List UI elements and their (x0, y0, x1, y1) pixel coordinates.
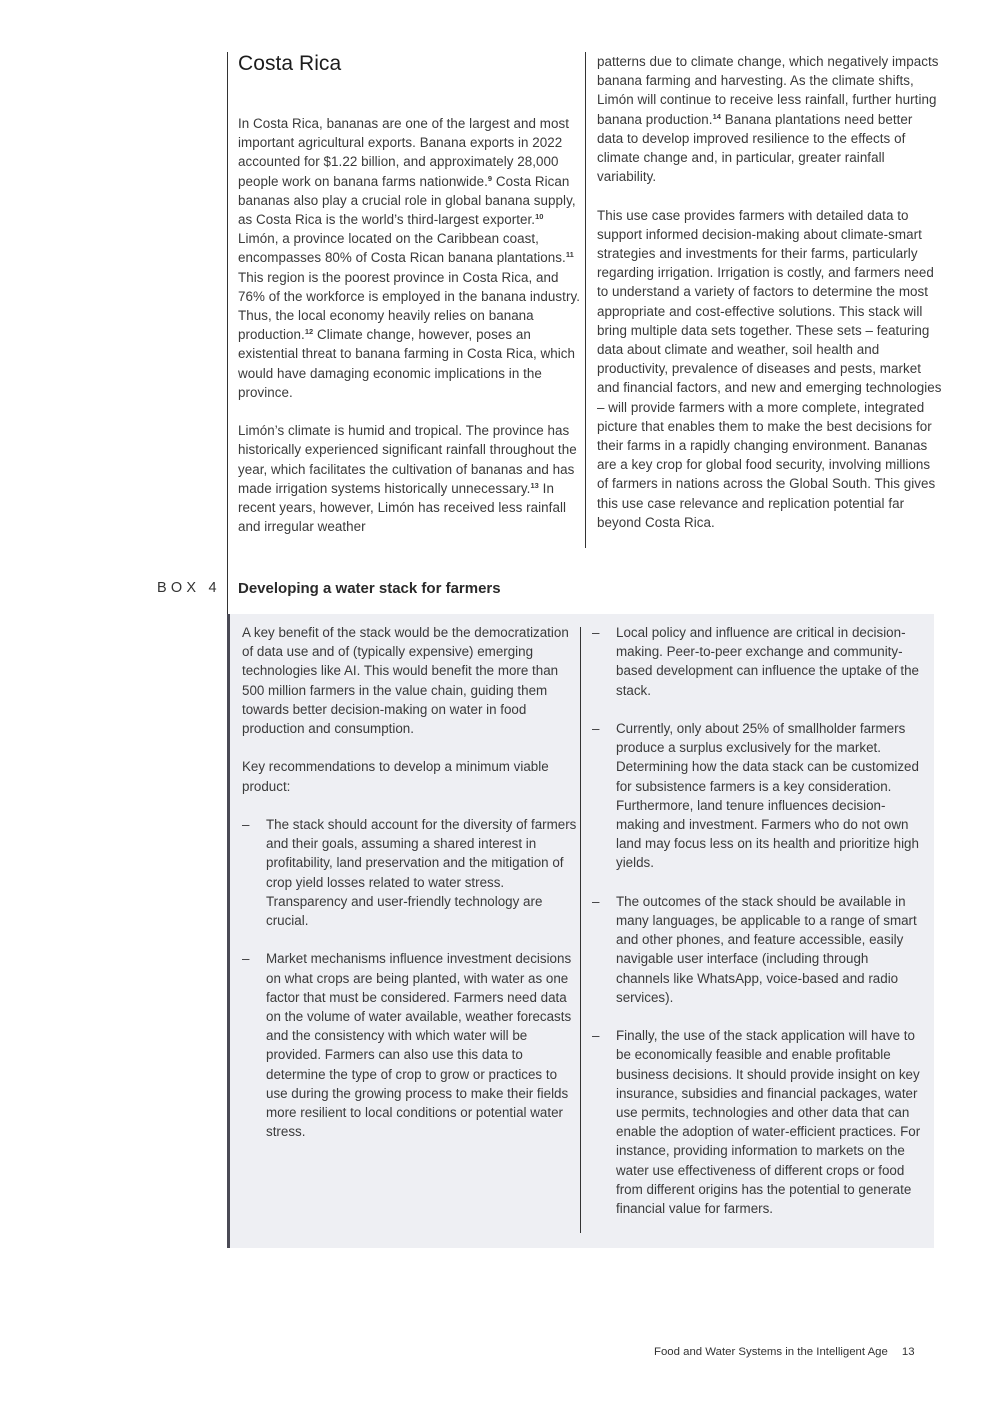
section-left-column (238, 52, 580, 556)
footnote-ref[interactable]: 10 (535, 212, 544, 222)
list-item: – The stack should account for the diversity of farmers and their goals, assuming a shared interest in profitability, land preservation and the mitigation of crop yield losses related to water stress. Transparency and user-friendly technology are crucial. (242, 817, 577, 929)
paragraph: Limón’s climate is humid and tropical. The province has historically experienced significant rainfall throughout the year, which facilitates the cultivation of bananas and has made irrigation systems historically unnecessary.$^{13}$ In recent years, however, Limón has received less rainfall and irregular weather (238, 423, 577, 535)
dash-bullet-icon: – (592, 625, 600, 640)
paragraph: This use case provides farmers with detailed data to support informed decision-making about climate-smart strategies and investments for their farms, particularly regarding irrigation. Irrigation is costly, and farmers need to understand a variety of factors to determine the most appropriate and cost-effective solutions. This stack will bring multiple data sets together. These sets – featuring data about climate and weather, soil health and productivity, prevalence of diseases and pests, market and financial factors, and new and emerging technologies – will provide farmers with a more complete, integrated picture that enables them to make the best decisions for their farms in a rapidly changing environment. Bananas are a key crop for global food security, involving millions of farmers in nations across the Global South. This gives this use case relevance and replication potential far beyond Costa Rica. (597, 207, 942, 530)
dash-bullet-icon: – (592, 893, 600, 909)
footnote-ref[interactable]: 12 (304, 327, 314, 337)
box-lead: Key recommendations to develop a minimum viable product: (242, 759, 549, 794)
list-item: – Currently, only about 25% of smallholder farmers produce a surplus exclusively for the market. Determining how the data stack can be customized for subsistence farmers is a key consideration. Furthermore, land tenure influences decision-making and investment. Farmers who do not own land may focus less on its health and prioritize high yields. (592, 721, 919, 871)
footer-title: Food and Water Systems in the Intelligent Age (654, 1346, 888, 1358)
footnote-ref[interactable]: 14 (712, 111, 722, 121)
box-label: BOX 4 (157, 580, 221, 596)
footnote-ref[interactable]: 11 (565, 250, 574, 260)
list-item: – The outcomes of the stack should be available in many languages, be applicable to a range of smart and other phones, and feature accessible, easily navigable user interface (including through channels like WhatsApp, voice-based and radio services). (592, 893, 917, 1005)
page-number: 13 (901, 1346, 915, 1358)
box-column-divider (580, 627, 581, 1233)
box-intro: A key benefit of the stack would be the democratization of data use and of (typically expensive) emerging technologies like AI. This would benefit the more than 500 million farmers in the value chain, guiding them towards better decision-making on water in food production and consumption. (242, 625, 569, 737)
section-right-column (597, 52, 942, 551)
column-divider-rule (585, 52, 586, 548)
left-column-rule (227, 52, 228, 614)
dash-bullet-icon: – (592, 1028, 600, 1044)
section-title: Costa Rica (238, 52, 342, 75)
list-item: – Market mechanisms influence investment decisions on what crops are being planted, with water as one factor that must be considered. Farmers need data on the volume of water available, weather forecasts and the consistency with which water will be provided. Farmers can also use this data to determine the type of crop to grow or practices to use during the growing process to make their fields more resilient to local conditions or potential water stress. (242, 951, 572, 1140)
box-right-column (592, 623, 922, 1237)
dash-bullet-icon: – (242, 951, 250, 967)
dash-bullet-icon: – (242, 817, 250, 832)
box-title: Developing a water stack for farmers (238, 580, 501, 597)
box-left-column (242, 623, 577, 1161)
list-item: – Local policy and influence are critical in decision-making. Peer-to-peer exchange and community-based development can influence the uptake of the stack. (592, 625, 919, 698)
page-footer (654, 1346, 915, 1358)
footnote-ref[interactable]: 9 (487, 173, 493, 183)
list-item: – Finally, the use of the stack application will have to be economically feasible and enable profitable business decisions. It should provide insight on key insurance, subsidies and financial packages, water use permits, technologies and other data that can enable the adoption of water-efficient practices. For instance, providing information to markets on the water use effectiveness of different crops or food from different origins has the potential to generate financial value for farmers. (592, 1028, 921, 1217)
paragraph: patterns due to climate change, which negatively impacts banana farming and harvesting. As the climate shifts, Limón will continue to receive less rainfall, further hurting banana production.$^{14}$ Banana plantations need better data to develop improved resilience to the effects of climate change and, in particular, greater rainfall variability. (597, 54, 939, 185)
paragraph: In Costa Rica, bananas are one of the largest and most important agricultural exports. Banana exports in 2022 accounted for $1.22 billion, and approximately 28,000 people work on banana farms nationwide.$^9$ Costa Rican bananas also play a crucial role in global banana supply, as Costa Rica is the world’s third-largest exporter.$^{10}$ Limón, a province located on the Caribbean coast, encompasses 80% of Costa Rican banana plantations.$^{11}$ This region is the poorest province in Costa Rica, and 76% of the workforce is employed in the banana industry. Thus, the local economy heavily relies on banana production.$^{12}$ Climate change, however, poses an existential threat to banana farming in Costa Rica, which would have damaging economic implications in the province. (238, 116, 580, 400)
footnote-ref[interactable]: 13 (530, 480, 539, 490)
dash-bullet-icon: – (592, 721, 600, 736)
